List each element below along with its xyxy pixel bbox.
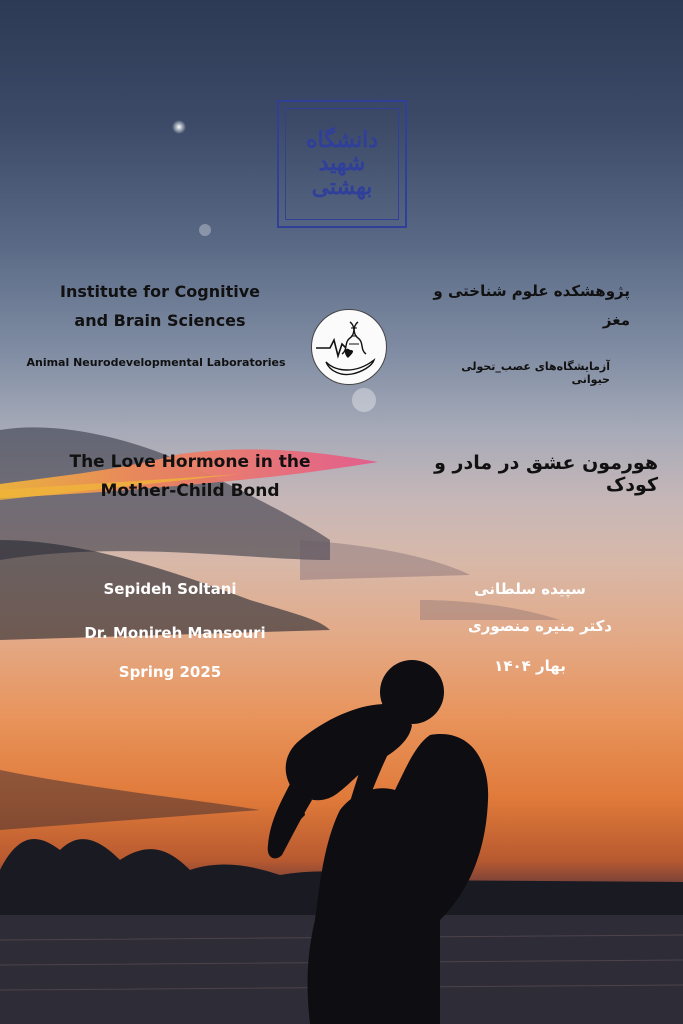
logo-line-3: بهشتی <box>311 173 373 200</box>
logo-line-2: شهید <box>318 150 366 177</box>
institute-name-en <box>40 277 280 335</box>
author-2-fa: دکتر منیره منصوری <box>467 617 613 635</box>
university-logo <box>277 100 407 228</box>
title-en-line-1: The Love Hormone in the <box>69 452 311 472</box>
institute-en-line-2: and Brain Sciences <box>74 311 246 330</box>
title-fa: هورمون عشق در مادر و کودک <box>434 452 658 496</box>
logo-text <box>285 108 399 220</box>
institute-fa-line-2: مغز <box>602 311 630 329</box>
institute-fa-line-1: پژوهشکده علوم شناختی و <box>433 282 630 300</box>
lab-name-fa: آزمایشگاه‌های عصب_تحولی حیوانی <box>461 360 610 386</box>
author-1-fa: سپیده سلطانی <box>474 580 586 598</box>
title-en-line-2: Mother-Child Bond <box>100 481 280 501</box>
logo-line-1: دانشگاه <box>305 127 379 154</box>
author-1-en: Sepideh Soltani <box>103 580 237 598</box>
hand-dna-heartbeat-emblem-icon <box>312 310 386 384</box>
title-en <box>40 448 340 506</box>
lab-emblem <box>311 309 387 385</box>
institute-en-line-1: Institute for Cognitive <box>60 282 260 301</box>
lab-name-en: Animal Neurodevelopmental Laboratories <box>26 356 286 369</box>
author-2-en: Dr. Monireh Mansouri <box>84 624 266 642</box>
date-fa: بهار ۱۴۰۴ <box>494 657 566 675</box>
date-en: Spring 2025 <box>118 663 222 681</box>
institute-name-fa <box>420 277 630 335</box>
